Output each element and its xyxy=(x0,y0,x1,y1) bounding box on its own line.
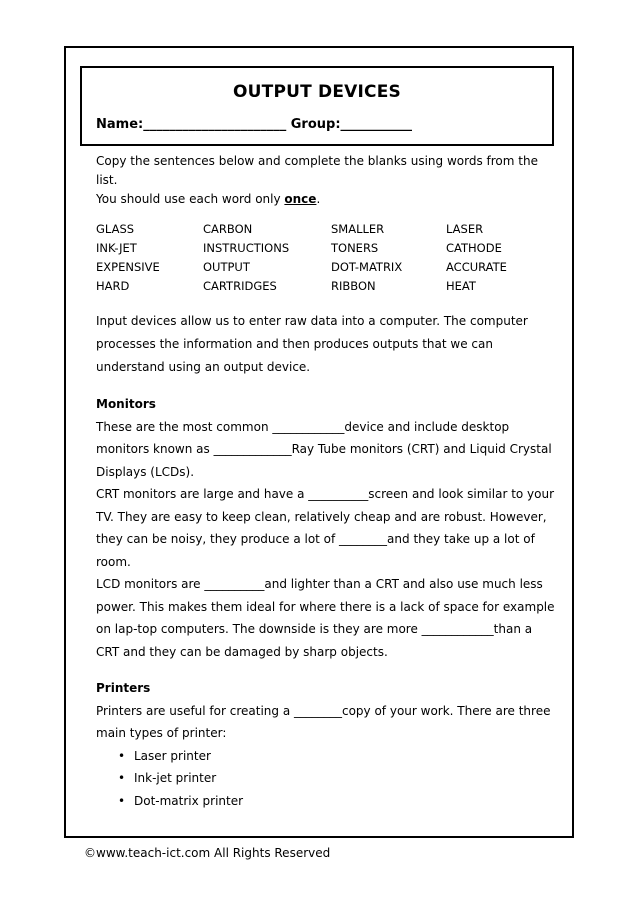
printers-heading: Printers xyxy=(96,681,151,695)
list-item: • Laser printer xyxy=(118,745,556,768)
word-list-item: CARTRIDGES xyxy=(203,279,277,293)
word-list-item: RIBBON xyxy=(331,279,376,293)
word-list xyxy=(96,220,556,296)
word-list-item: EXPENSIVE xyxy=(96,260,160,274)
monitors-paragraph-2: CRT monitors are large and have a __________screen and look similar to your TV. They are easy to keep clean, relatively cheap and are robust. However, they can be noisy, they produce a lot of ________and they take up a lot of room. xyxy=(96,487,555,569)
instructions-line2-prefix: You should use each word only xyxy=(96,192,285,206)
name-group-line: Name:______________________ Group:___________ xyxy=(96,117,413,132)
word-list-item: HEAT xyxy=(446,279,476,293)
instructions-line2-suffix: . xyxy=(316,192,321,206)
monitors-heading: Monitors xyxy=(96,397,156,411)
instructions-emphasis: once xyxy=(284,192,317,206)
word-list-item: GLASS xyxy=(96,222,135,236)
worksheet-content xyxy=(96,152,556,812)
word-list-item: CARBON xyxy=(203,222,253,236)
instructions-line1: Copy the sentences below and complete the blanks using words from the list. xyxy=(96,154,538,187)
monitors-paragraph-1: These are the most common ____________device and include desktop monitors known as _____________Ray Tube monitors (CRT) and Liquid Crystal Displays (LCDs). xyxy=(96,419,552,479)
word-list-item: HARD xyxy=(96,279,130,293)
instructions xyxy=(96,152,556,209)
page-title: OUTPUT DEVICES xyxy=(233,82,401,102)
list-item: • Dot-matrix printer xyxy=(118,790,556,813)
word-list-item: INK-JET xyxy=(96,241,137,255)
monitors-paragraph-3: LCD monitors are __________and lighter than a CRT and also use much less power. This makes them ideal for where there is a lack of space for example on lap-top computers. The downside is they are more ____________than a CRT and they can be damaged by sharp objects. xyxy=(96,577,555,659)
word-list-item: DOT-MATRIX xyxy=(331,260,403,274)
copyright-footer: ©www.teach-ict.com All Rights Reserved xyxy=(84,846,331,860)
word-list-item: OUTPUT xyxy=(203,260,250,274)
printers-paragraph: Printers are useful for creating a ________copy of your work. There are three main types of printer: xyxy=(96,703,551,740)
word-list-item: CATHODE xyxy=(446,241,502,255)
word-list-item: LASER xyxy=(446,222,484,236)
word-list-item: SMALLER xyxy=(331,222,385,236)
header-box xyxy=(80,66,554,146)
printer-types-list xyxy=(96,745,556,813)
word-list-item: INSTRUCTIONS xyxy=(203,241,290,255)
word-list-item: ACCURATE xyxy=(446,260,507,274)
intro-paragraph: Input devices allow us to enter raw data into a computer. The computer processes the information and then produces outputs that we can understand using an output device. xyxy=(96,314,528,374)
list-item: • Ink-jet printer xyxy=(118,767,556,790)
word-list-item: TONERS xyxy=(331,241,379,255)
